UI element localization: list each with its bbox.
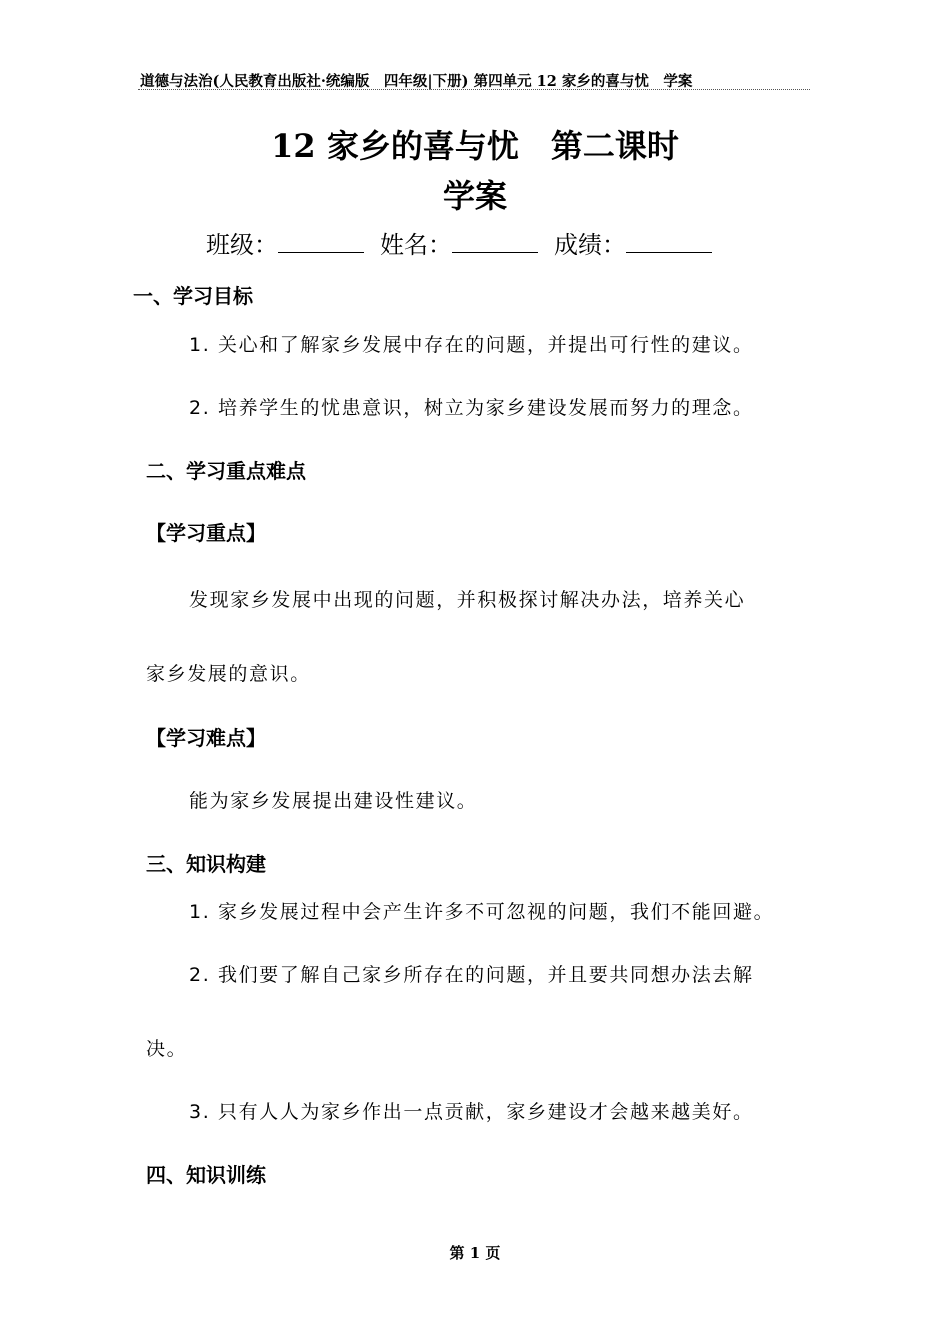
knowledge-item-1: 1. 家乡发展过程中会产生许多不可忽视的问题，我们不能回避。 [189,901,775,923]
goal-item-1: 1. 关心和了解家乡发展中存在的问题，并提出可行性的建议。 [189,334,754,356]
name-label: 姓名： [380,231,452,259]
goal-item-2: 2. 培养学生的忧患意识，树立为家乡建设发展而努力的理念。 [189,397,754,419]
header-divider [138,89,810,90]
page-subtitle: 学案 [442,177,507,215]
difficulty-text: 能为家乡发展提出建设性建议。 [189,790,478,812]
knowledge-item-3: 3. 只有人人为家乡作出一点贡献，家乡建设才会越来越美好。 [189,1101,754,1123]
page-title: 12 家乡的喜与忧 第二课时 [271,127,679,165]
key-point-label: 【学习重点】 [146,521,266,545]
section-heading-knowledge: 三、知识构建 [146,852,266,876]
difficulty-label: 【学习难点】 [146,726,266,750]
section-heading-goals: 一、学习目标 [133,284,253,308]
knowledge-item-2-line1: 2. 我们要了解自己家乡所存在的问题，并且要共同想办法去解 [189,964,754,986]
score-label: 成绩： [554,231,626,259]
key-point-text-line2: 家乡发展的意识。 [146,663,311,685]
class-blank[interactable] [278,230,364,253]
class-label: 班级： [206,231,278,259]
section-heading-practice: 四、知识训练 [146,1163,266,1187]
page-number: 第 1 页 [449,1244,501,1262]
running-header: 道德与法治(人民教育出版社·统编版 四年级|下册) 第四单元 12 家乡的喜与忧 学案 [140,73,693,90]
score-blank[interactable] [626,230,712,253]
name-blank[interactable] [452,230,538,253]
key-point-text-line1: 发现家乡发展中出现的问题，并积极探讨解决办法，培养关心 [189,589,746,611]
knowledge-item-2-line2: 决。 [146,1038,188,1060]
student-info-row [206,225,712,260]
section-heading-key-points: 二、学习重点难点 [146,459,306,483]
